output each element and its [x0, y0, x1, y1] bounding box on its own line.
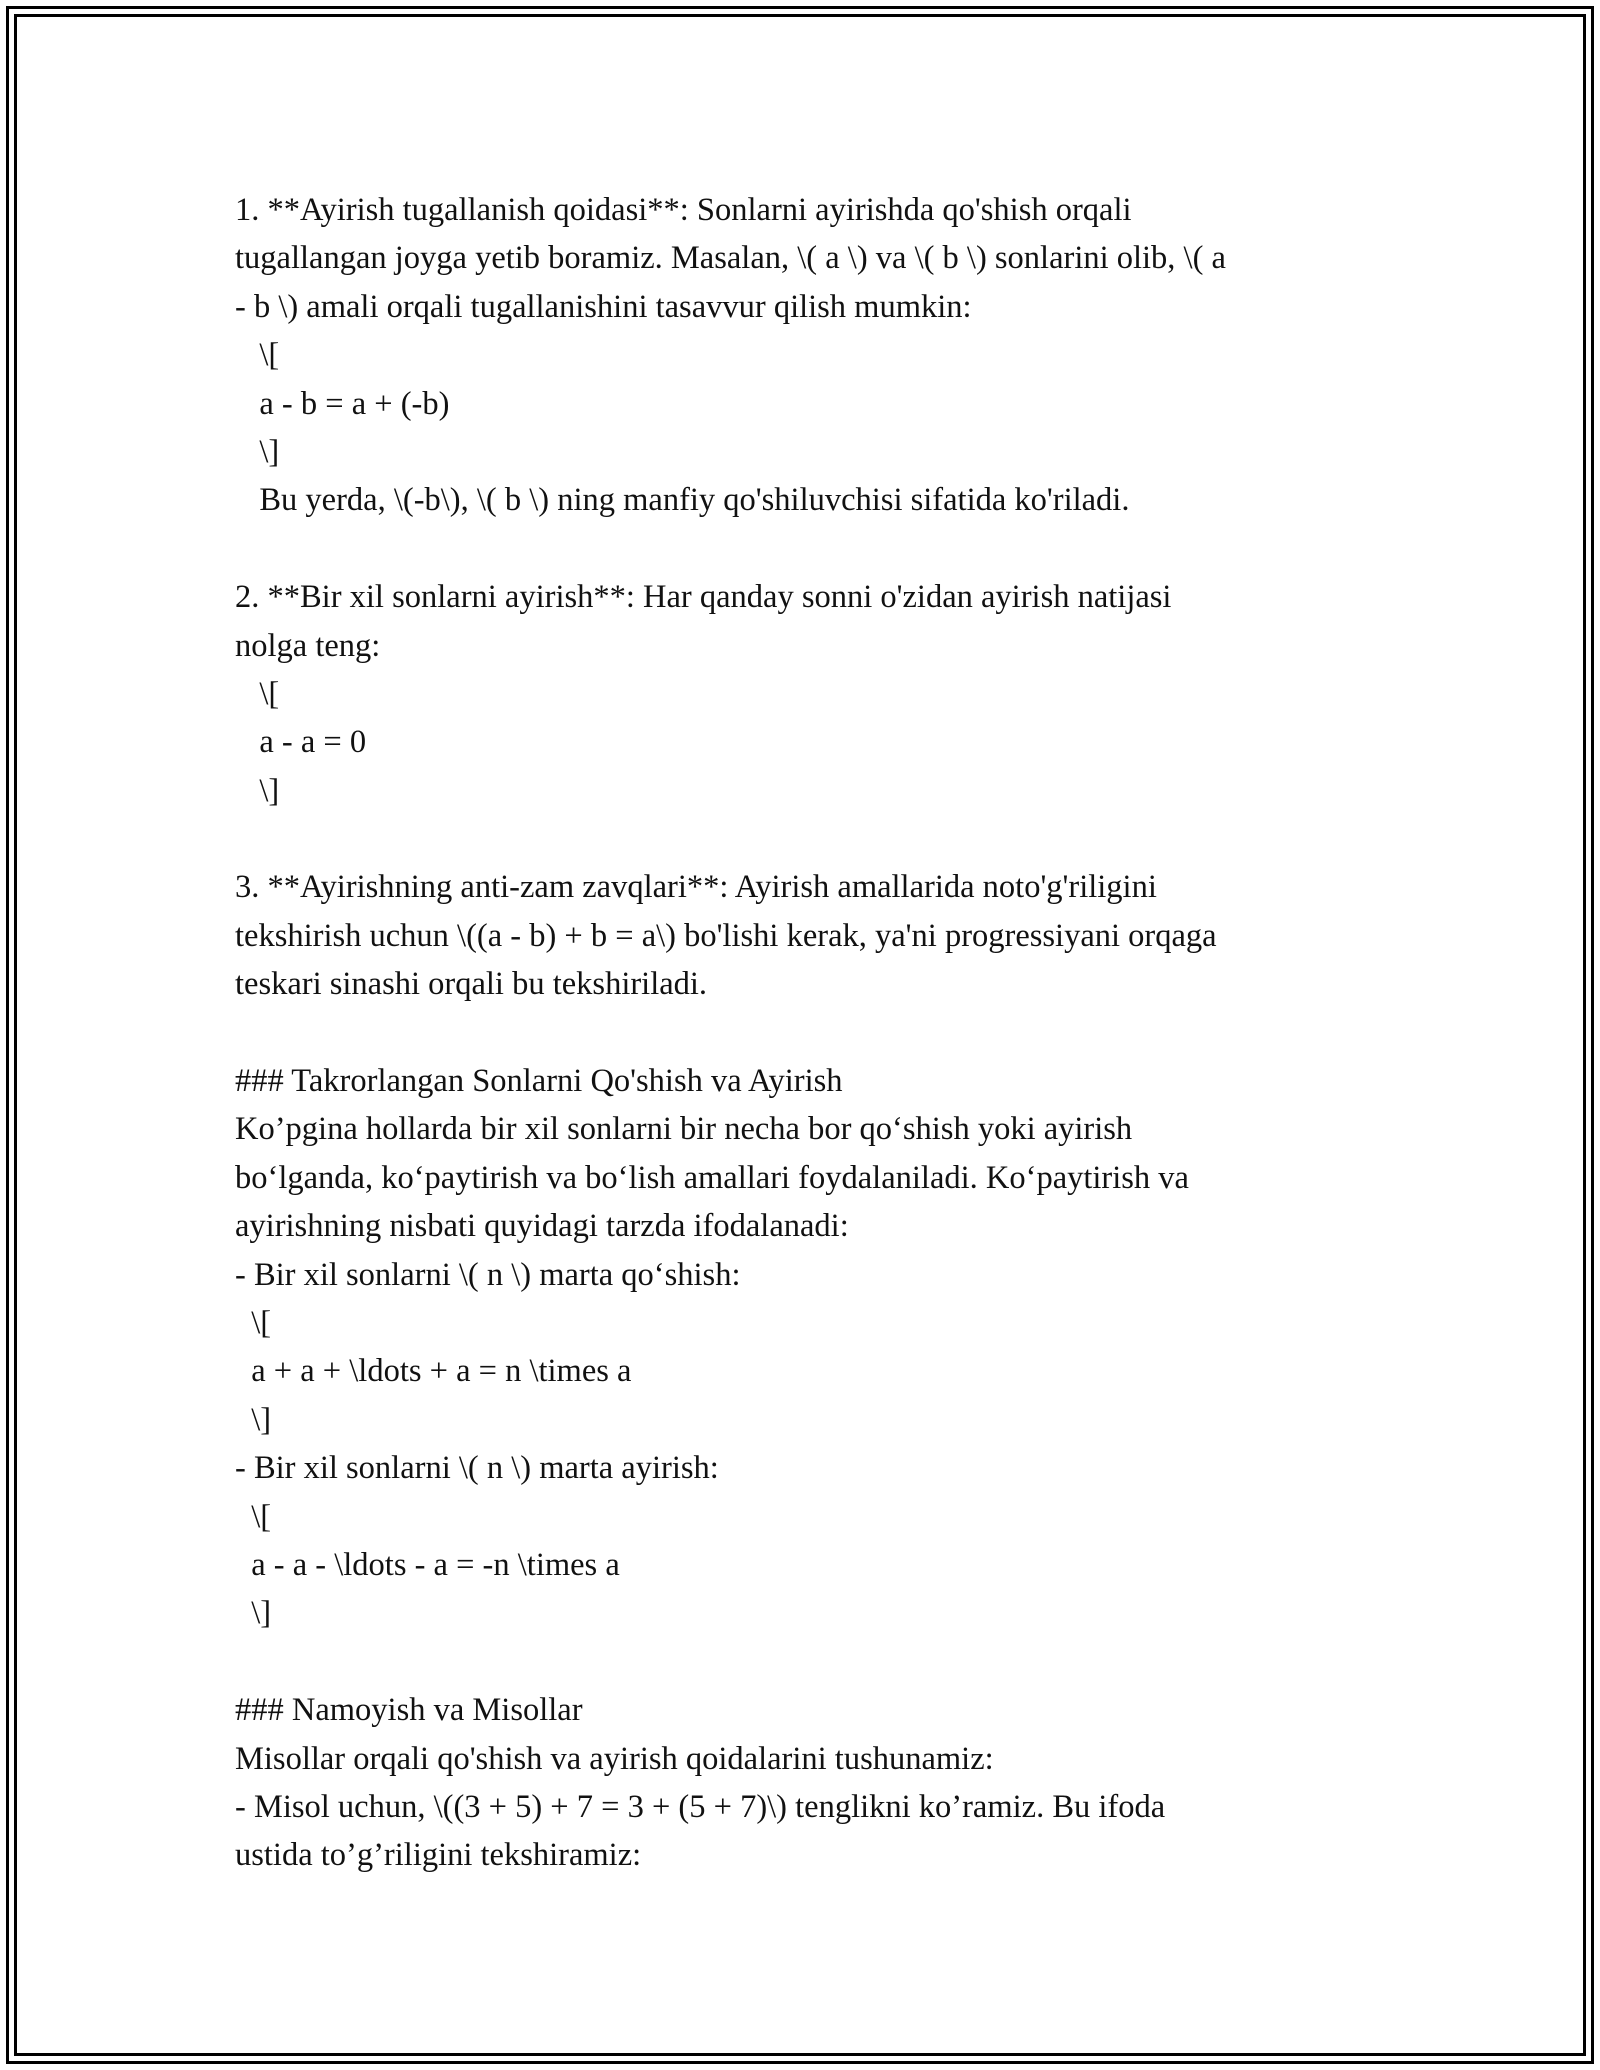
text-line: Misollar orqali qo'shish va ayirish qoidalarini tushunamiz:: [235, 1740, 994, 1777]
spacer: [235, 1009, 1365, 1057]
section-repeated-numbers: [235, 1057, 1365, 1638]
rule-3-block: [235, 863, 1365, 1008]
section-heading: ### Namoyish va Misollar: [235, 1692, 583, 1729]
document-body: [235, 186, 1365, 1880]
section-examples: [235, 1686, 1365, 1880]
math-close: \]: [235, 1595, 272, 1632]
text-line: tugallangan joyga yetib boramiz. Masalan, \( a \) va \( b \) sonlarini olib, \( a: [235, 240, 1226, 277]
text-line: Ko’pgina hollarda bir xil sonlarni bir necha bor qo‘shish yoki ayirish: [235, 1111, 1133, 1148]
math-close: \]: [235, 1401, 272, 1438]
section-heading: ### Takrorlangan Sonlarni Qo'shish va Ayirish: [235, 1063, 843, 1100]
spacer: [235, 525, 1365, 573]
text-line: ustida to’g’riligini tekshiramiz:: [235, 1837, 642, 1874]
text-line: Bu yerda, \(-b\), \( b \) ning manfiy qo'shiluvchisi sifatida ko'riladi.: [235, 482, 1130, 519]
rule-1-block: [235, 186, 1365, 525]
math-close: \]: [235, 772, 280, 809]
math-open: \[: [235, 337, 280, 374]
text-line: 1. **Ayirish tugallanish qoidasi**: Sonlarni ayirishda qo'shish orqali: [235, 192, 1132, 228]
text-line: 2. **Bir xil sonlarni ayirish**: Har qanday sonni o'zidan ayirish natijasi: [235, 579, 1172, 616]
math-open: \[: [235, 1498, 272, 1535]
text-line: - b \) amali orqali tugallanishini tasavvur qilish mumkin:: [235, 288, 972, 325]
math-open: \[: [235, 675, 280, 712]
list-item: - Bir xil sonlarni \( n \) marta qo‘shish:: [235, 1256, 741, 1293]
rule-2-block: [235, 573, 1365, 815]
text-line: tekshirish uchun \((a - b) + b = a\) bo'lishi kerak, ya'ni progressiyani orqaga: [235, 917, 1217, 954]
math-formula: a - b = a + (-b): [235, 385, 450, 422]
list-item: - Bir xil sonlarni \( n \) marta ayirish:: [235, 1450, 719, 1487]
math-formula: a - a = 0: [235, 724, 367, 761]
text-line: 3. **Ayirishning anti-zam zavqlari**: Ayirish amallarida noto'g'riligini: [235, 869, 1157, 906]
text-line: nolga teng:: [235, 627, 381, 664]
text-line: ayirishning nisbati quyidagi tarzda ifodalanadi:: [235, 1208, 849, 1245]
math-formula: a - a - \ldots - a = -n \times a: [235, 1546, 620, 1583]
math-formula: a + a + \ldots + a = n \times a: [235, 1353, 632, 1390]
spacer: [235, 1638, 1365, 1686]
spacer: [235, 815, 1365, 863]
text-line: bo‘lganda, ko‘paytirish va bo‘lish amallari foydalaniladi. Ko‘paytirish va: [235, 1159, 1189, 1196]
math-open: \[: [235, 1304, 272, 1341]
math-close: \]: [235, 433, 280, 470]
list-item: - Misol uchun, \((3 + 5) + 7 = 3 + (5 + 7)\) tenglikni ko’ramiz. Bu ifoda: [235, 1788, 1166, 1825]
text-line: teskari sinashi orqali bu tekshiriladi.: [235, 966, 708, 1003]
